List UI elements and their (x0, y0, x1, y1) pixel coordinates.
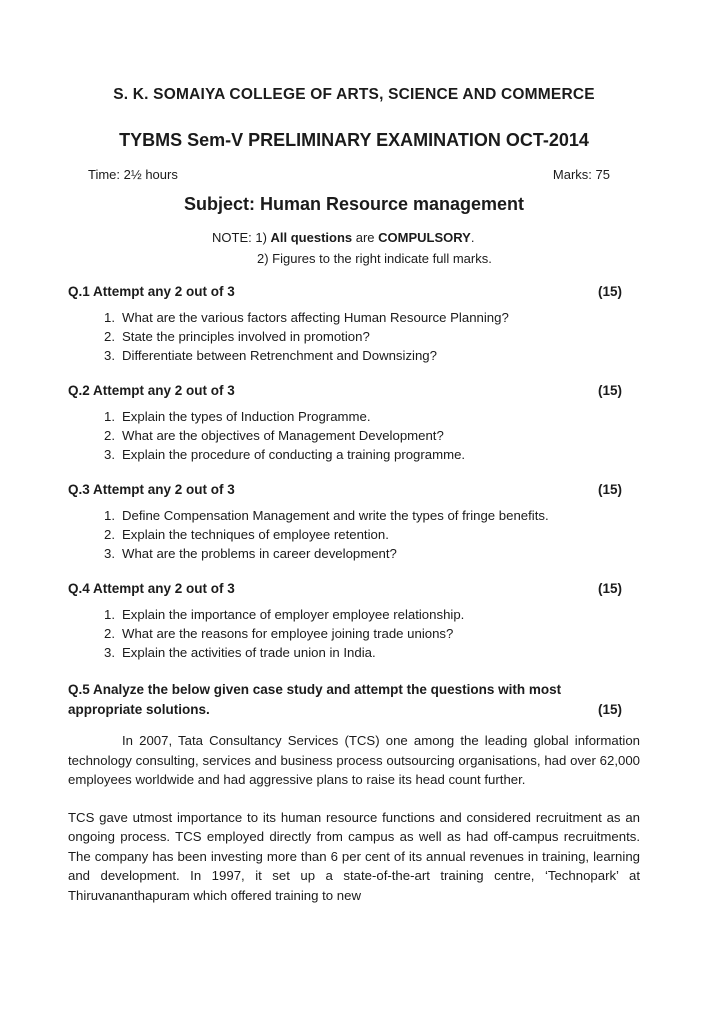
q3-marks: (15) (597, 482, 622, 497)
q5-marks: (15) (597, 702, 622, 717)
q1-item-3-text: Differentiate between Retrenchment and Downsizing? (122, 348, 437, 363)
q5-heading-line-2: appropriate solutions. (68, 702, 210, 717)
q3-items (68, 506, 640, 563)
exam-paper-page (68, 0, 640, 905)
note-bold-all-questions: All questions (270, 230, 353, 245)
q1-item-2 (68, 327, 640, 346)
q4-item-1-text: Explain the importance of employer employee relationship. (122, 607, 465, 622)
q3-item-2 (68, 525, 640, 544)
q1-item-1-text: What are the various factors affecting Human Resource Planning? (122, 310, 509, 325)
q4-item-2-text: What are the reasons for employee joining trade unions? (122, 626, 454, 641)
q2-item-1-text: Explain the types of Induction Programme. (122, 409, 371, 424)
q1-item-2-text: State the principles involved in promotion? (122, 329, 370, 344)
q4-marks: (15) (597, 581, 622, 596)
q2-item-3-number: 3. (104, 447, 115, 462)
q3-item-3-number: 3. (104, 546, 115, 561)
q3-item-1-text: Define Compensation Management and write the types of fringe benefits. (122, 508, 549, 523)
q1-items (68, 308, 640, 365)
q1-item-2-number: 2. (104, 329, 115, 344)
case-study-paragraph-1: In 2007, Tata Consultancy Services (TCS) one among the leading global information technology consulting, services and business process outsourcing organisations, had over 62,000 employees worldwide and had aggressive plans to raise its head count further. (68, 733, 640, 787)
q3-item-3-text: What are the problems in career development? (122, 546, 397, 561)
note-bold-compulsory: COMPULSORY (378, 230, 471, 245)
q2-item-1-number: 1. (104, 409, 115, 424)
case-study-paragraph-2: TCS gave utmost importance to its human resource functions and considered recruitment as an ongoing process. TCS employed directly from campus as well as had off-campus recruitments. The company has been investing more than 6 per cent of its annual revenues in training, learning and development. In 1997, it set up a state-of-the-art training centre, ‘Technopark’ at Thiruvananthapuram which offered training to new (68, 809, 640, 903)
q4-item-3-number: 3. (104, 645, 115, 660)
q1-marks: (15) (597, 284, 622, 299)
q5-heading-line-2-row (68, 700, 640, 720)
q2-item-2-text: What are the objectives of Management Development? (122, 428, 444, 443)
q3-item-1 (68, 506, 640, 525)
exam-title: TYBMS Sem-V PRELIMINARY EXAMINATION OCT-2014 (119, 130, 589, 150)
note-line-1 (68, 230, 640, 245)
time-allowed: Time: 2½ hours (88, 167, 178, 182)
q1-item-3-number: 3. (104, 348, 115, 363)
note-prefix: NOTE: 1) (212, 230, 271, 245)
note-suffix: . (470, 230, 475, 245)
q5-heading (68, 680, 640, 720)
note-line-2: 2) Figures to the right indicate full marks. (257, 251, 492, 266)
q2-item-1 (68, 407, 640, 426)
q2-heading-row (68, 383, 640, 398)
q2-marks: (15) (597, 383, 622, 398)
subject-title: Subject: Human Resource management (183, 194, 525, 214)
q4-items (68, 605, 640, 662)
q5-heading-line-1: Q.5 Analyze the below given case study and attempt the questions with most (68, 682, 562, 697)
q2-item-2 (68, 426, 640, 445)
total-marks: Marks: 75 (552, 167, 610, 182)
q4-item-3 (68, 643, 640, 662)
q2-items (68, 407, 640, 464)
q4-item-2 (68, 624, 640, 643)
q1-item-3 (68, 346, 640, 365)
q2-item-3-text: Explain the procedure of conducting a training programme. (122, 447, 466, 462)
note-mid: are (352, 230, 379, 245)
q3-item-2-text: Explain the techniques of employee retention. (122, 527, 389, 542)
q3-item-1-number: 1. (104, 508, 115, 523)
q2-heading: Q.2 Attempt any 2 out of 3 (68, 383, 235, 398)
q4-item-1 (68, 605, 640, 624)
time-marks-row (68, 167, 640, 182)
q3-item-3 (68, 544, 640, 563)
q1-heading-row (68, 284, 640, 299)
q2-item-3 (68, 445, 640, 464)
q2-item-2-number: 2. (104, 428, 115, 443)
q1-item-1 (68, 308, 640, 327)
q4-heading: Q.4 Attempt any 2 out of 3 (68, 581, 235, 596)
q3-heading: Q.3 Attempt any 2 out of 3 (68, 482, 235, 497)
college-name: S. K. SOMAIYA COLLEGE OF ARTS, SCIENCE AND COMMERCE (113, 86, 595, 103)
q3-heading-row (68, 482, 640, 497)
q1-heading: Q.1 Attempt any 2 out of 3 (68, 284, 235, 299)
q4-item-3-text: Explain the activities of trade union in India. (122, 645, 376, 660)
q4-heading-row (68, 581, 640, 596)
q4-item-1-number: 1. (104, 607, 115, 622)
q1-item-1-number: 1. (104, 310, 115, 325)
q3-item-2-number: 2. (104, 527, 115, 542)
q4-item-2-number: 2. (104, 626, 115, 641)
